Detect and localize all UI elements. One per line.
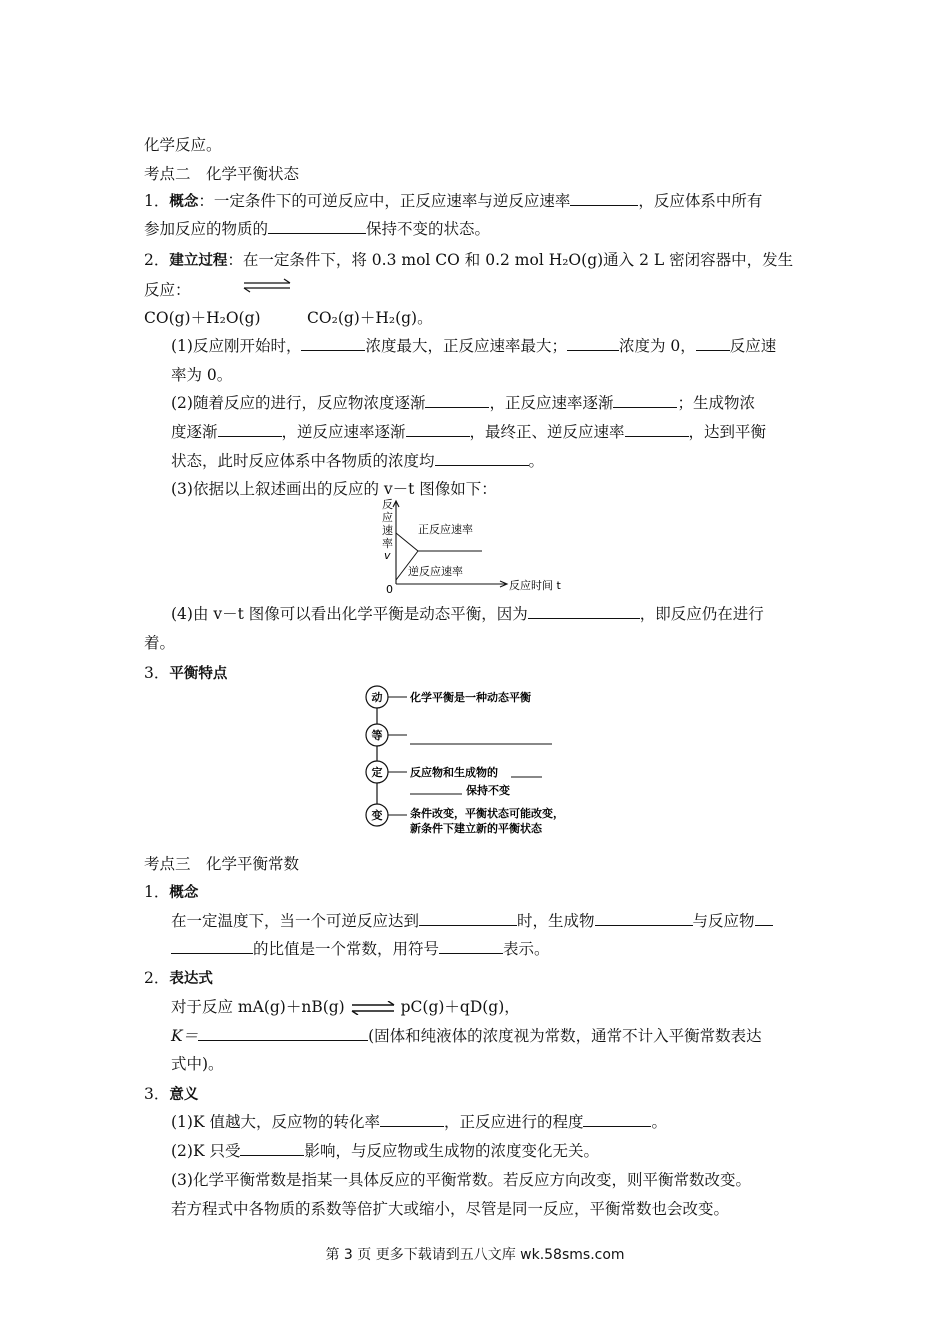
num: 2．: [144, 969, 170, 987]
deng: 等: [371, 729, 383, 742]
blank[interactable]: [595, 910, 693, 926]
text: ，逆反应速率逐渐: [281, 423, 406, 441]
y-label-0: 反: [382, 498, 393, 511]
text: (2)K 只受: [171, 1142, 241, 1160]
text: ，最终正、逆反应速率: [469, 423, 625, 441]
concept-paragraph: [144, 190, 762, 213]
page-footer: 第 3 页 更多下载请到五八文库 wk.58sms.com: [325, 1247, 625, 1263]
blank[interactable]: [301, 335, 365, 351]
blank[interactable]: [425, 392, 489, 408]
text: 度逐渐: [171, 423, 218, 441]
ding-text1: 反应物和生成物的: [410, 766, 498, 779]
text: 参加反应的物质的: [144, 220, 269, 238]
text: 。: [651, 1113, 667, 1131]
text: 时，生成物: [517, 912, 595, 930]
p2: [171, 392, 755, 414]
m-label: 意义: [169, 1087, 199, 1103]
feat-label: 平衡特点: [169, 666, 228, 682]
num: 2．: [144, 251, 170, 269]
concept-label: 概念: [169, 194, 199, 210]
c-line1: [171, 910, 773, 932]
blank[interactable]: [625, 421, 689, 437]
e-heading: [144, 967, 213, 990]
blank[interactable]: [755, 910, 773, 926]
p3: (3)依据以上叙述画出的反应的 v－t 图像如下：: [171, 480, 497, 498]
text: (2)随着反应的进行，反应物浓度逐渐: [171, 394, 426, 412]
text: K＝: [171, 1027, 199, 1045]
forward-label: 正反应速率: [418, 523, 473, 536]
vt-graph: [368, 496, 588, 596]
build-label: 建立过程: [169, 253, 228, 269]
e-label: 表达式: [169, 971, 213, 987]
m1: [171, 1111, 667, 1133]
reverse-label: 逆反应速率: [408, 565, 463, 578]
dong-text: 化学平衡是一种动态平衡: [410, 691, 531, 704]
p4: [171, 603, 764, 625]
blank[interactable]: [439, 938, 503, 954]
text: 反应速: [729, 337, 777, 355]
text: (固体和纯液体的浓度视为常数，通常不计入平衡常数表达: [368, 1027, 762, 1045]
e-line2: [171, 1025, 762, 1047]
y-label-1: 应: [382, 511, 393, 524]
text: (1)反应刚开始时，: [171, 337, 302, 355]
text: 在一定温度下，当一个可逆反应达到: [171, 912, 420, 930]
text: 浓度为 0，: [618, 337, 696, 355]
text: ，正反应进行的程度: [443, 1113, 584, 1131]
text: 。: [528, 452, 545, 470]
text: ，达到平衡: [688, 423, 767, 441]
text: pC(g)＋qD(g)，: [400, 998, 520, 1016]
c-heading: [144, 881, 198, 904]
blank[interactable]: [583, 1111, 651, 1127]
y-label-4: v: [384, 549, 391, 562]
blank[interactable]: [613, 392, 677, 408]
build-paragraph: [144, 249, 793, 272]
m2: [171, 1140, 599, 1162]
equilibrium-arrow-icon: [240, 278, 294, 294]
origin: 0: [386, 583, 393, 596]
e-line1: [171, 996, 520, 1018]
bian: 变: [371, 809, 383, 822]
text: 与反应物: [692, 912, 755, 930]
blank[interactable]: [567, 335, 619, 351]
m-heading: [144, 1083, 198, 1106]
bian-text1: 条件改变，平衡状态可能改变，: [410, 807, 564, 820]
text: 对于反应 mA(g)＋nB(g): [171, 998, 345, 1016]
text: (1)K 值越大，反应物的转化率: [171, 1113, 380, 1131]
num: 3．: [144, 1085, 170, 1103]
section-title-kp3: 考点三 化学平衡常数: [144, 855, 300, 873]
p4-cont: 着。: [144, 634, 176, 652]
bian-text2: 新条件下建立新的平衡状态: [410, 822, 542, 835]
blank[interactable]: [380, 1111, 444, 1127]
blank[interactable]: [435, 450, 529, 466]
text: 影响，与反应物或生成物的浓度变化无关。: [304, 1142, 599, 1160]
m3: (3)化学平衡常数是指某一具体反应的平衡常数。若反应方向改变，则平衡常数改变。: [171, 1171, 751, 1189]
text: 保持不变的状态。: [366, 220, 491, 238]
blank[interactable]: [198, 1025, 368, 1041]
p1-cont: 率为 0。: [171, 366, 233, 384]
text: ，反应体系中所有: [638, 192, 763, 210]
blank[interactable]: [419, 910, 517, 926]
blank[interactable]: [696, 335, 730, 351]
ding-text2: 保持不变: [466, 784, 510, 797]
m4: 若方程式中各物质的系数等倍扩大或缩小，尽管是同一反应，平衡常数也会改变。: [171, 1200, 730, 1218]
p2-line3: [171, 450, 544, 472]
blank[interactable]: [406, 421, 470, 437]
blank[interactable]: [218, 421, 282, 437]
text: 表示。: [503, 940, 550, 958]
x-label: 反应时间 t: [509, 579, 561, 592]
text: 浓度最大，正反应速率最大；: [365, 337, 567, 355]
y-label-3: 率: [382, 537, 393, 550]
e-line3: 式中)。: [171, 1055, 224, 1073]
text: ，正反应速率逐渐: [489, 394, 614, 412]
text: ：一定条件下的可逆反应中，正反应速率与逆反应速率: [198, 192, 571, 210]
text: (4)由 v－t 图像可以看出化学平衡是动态平衡，因为: [171, 605, 528, 623]
concept-line2: [144, 218, 490, 240]
equation: CO(g)＋H₂O(g) CO₂(g)＋H₂(g)。: [144, 309, 433, 327]
text: ；生成物浓: [677, 394, 755, 412]
num: 1．: [144, 883, 170, 901]
num: 3．: [144, 664, 170, 682]
ding: 定: [371, 766, 383, 779]
features-heading: [144, 662, 227, 685]
build-line2: 反应：: [144, 281, 191, 299]
num: 1．: [144, 192, 170, 210]
blank[interactable]: [570, 190, 638, 206]
equilibrium-arrow-icon: [350, 1001, 396, 1015]
text: ：在一定条件下，将 0.3 mol CO 和 0.2 mol H₂O(g)通入 2 L 密闭容器中，发生: [227, 251, 794, 269]
p2-line2: [171, 421, 766, 443]
blank[interactable]: [528, 603, 640, 619]
text: ，即反应仍在进行: [639, 605, 764, 623]
section-title-kp2: 考点二 化学平衡状态: [144, 165, 300, 183]
intro-text: 化学反应。: [144, 136, 222, 154]
blank[interactable]: [240, 1140, 304, 1156]
blank[interactable]: [268, 218, 366, 234]
c-label: 概念: [169, 885, 199, 901]
dong: 动: [371, 691, 383, 704]
p1: [171, 335, 776, 357]
text: 的比值是一个常数，用符号: [253, 940, 440, 958]
features-diagram: [355, 680, 625, 838]
text: 状态，此时反应体系中各物质的浓度均: [171, 452, 435, 470]
c-line2: [171, 938, 550, 960]
blank[interactable]: [171, 938, 253, 954]
y-label-2: 速: [382, 524, 393, 537]
